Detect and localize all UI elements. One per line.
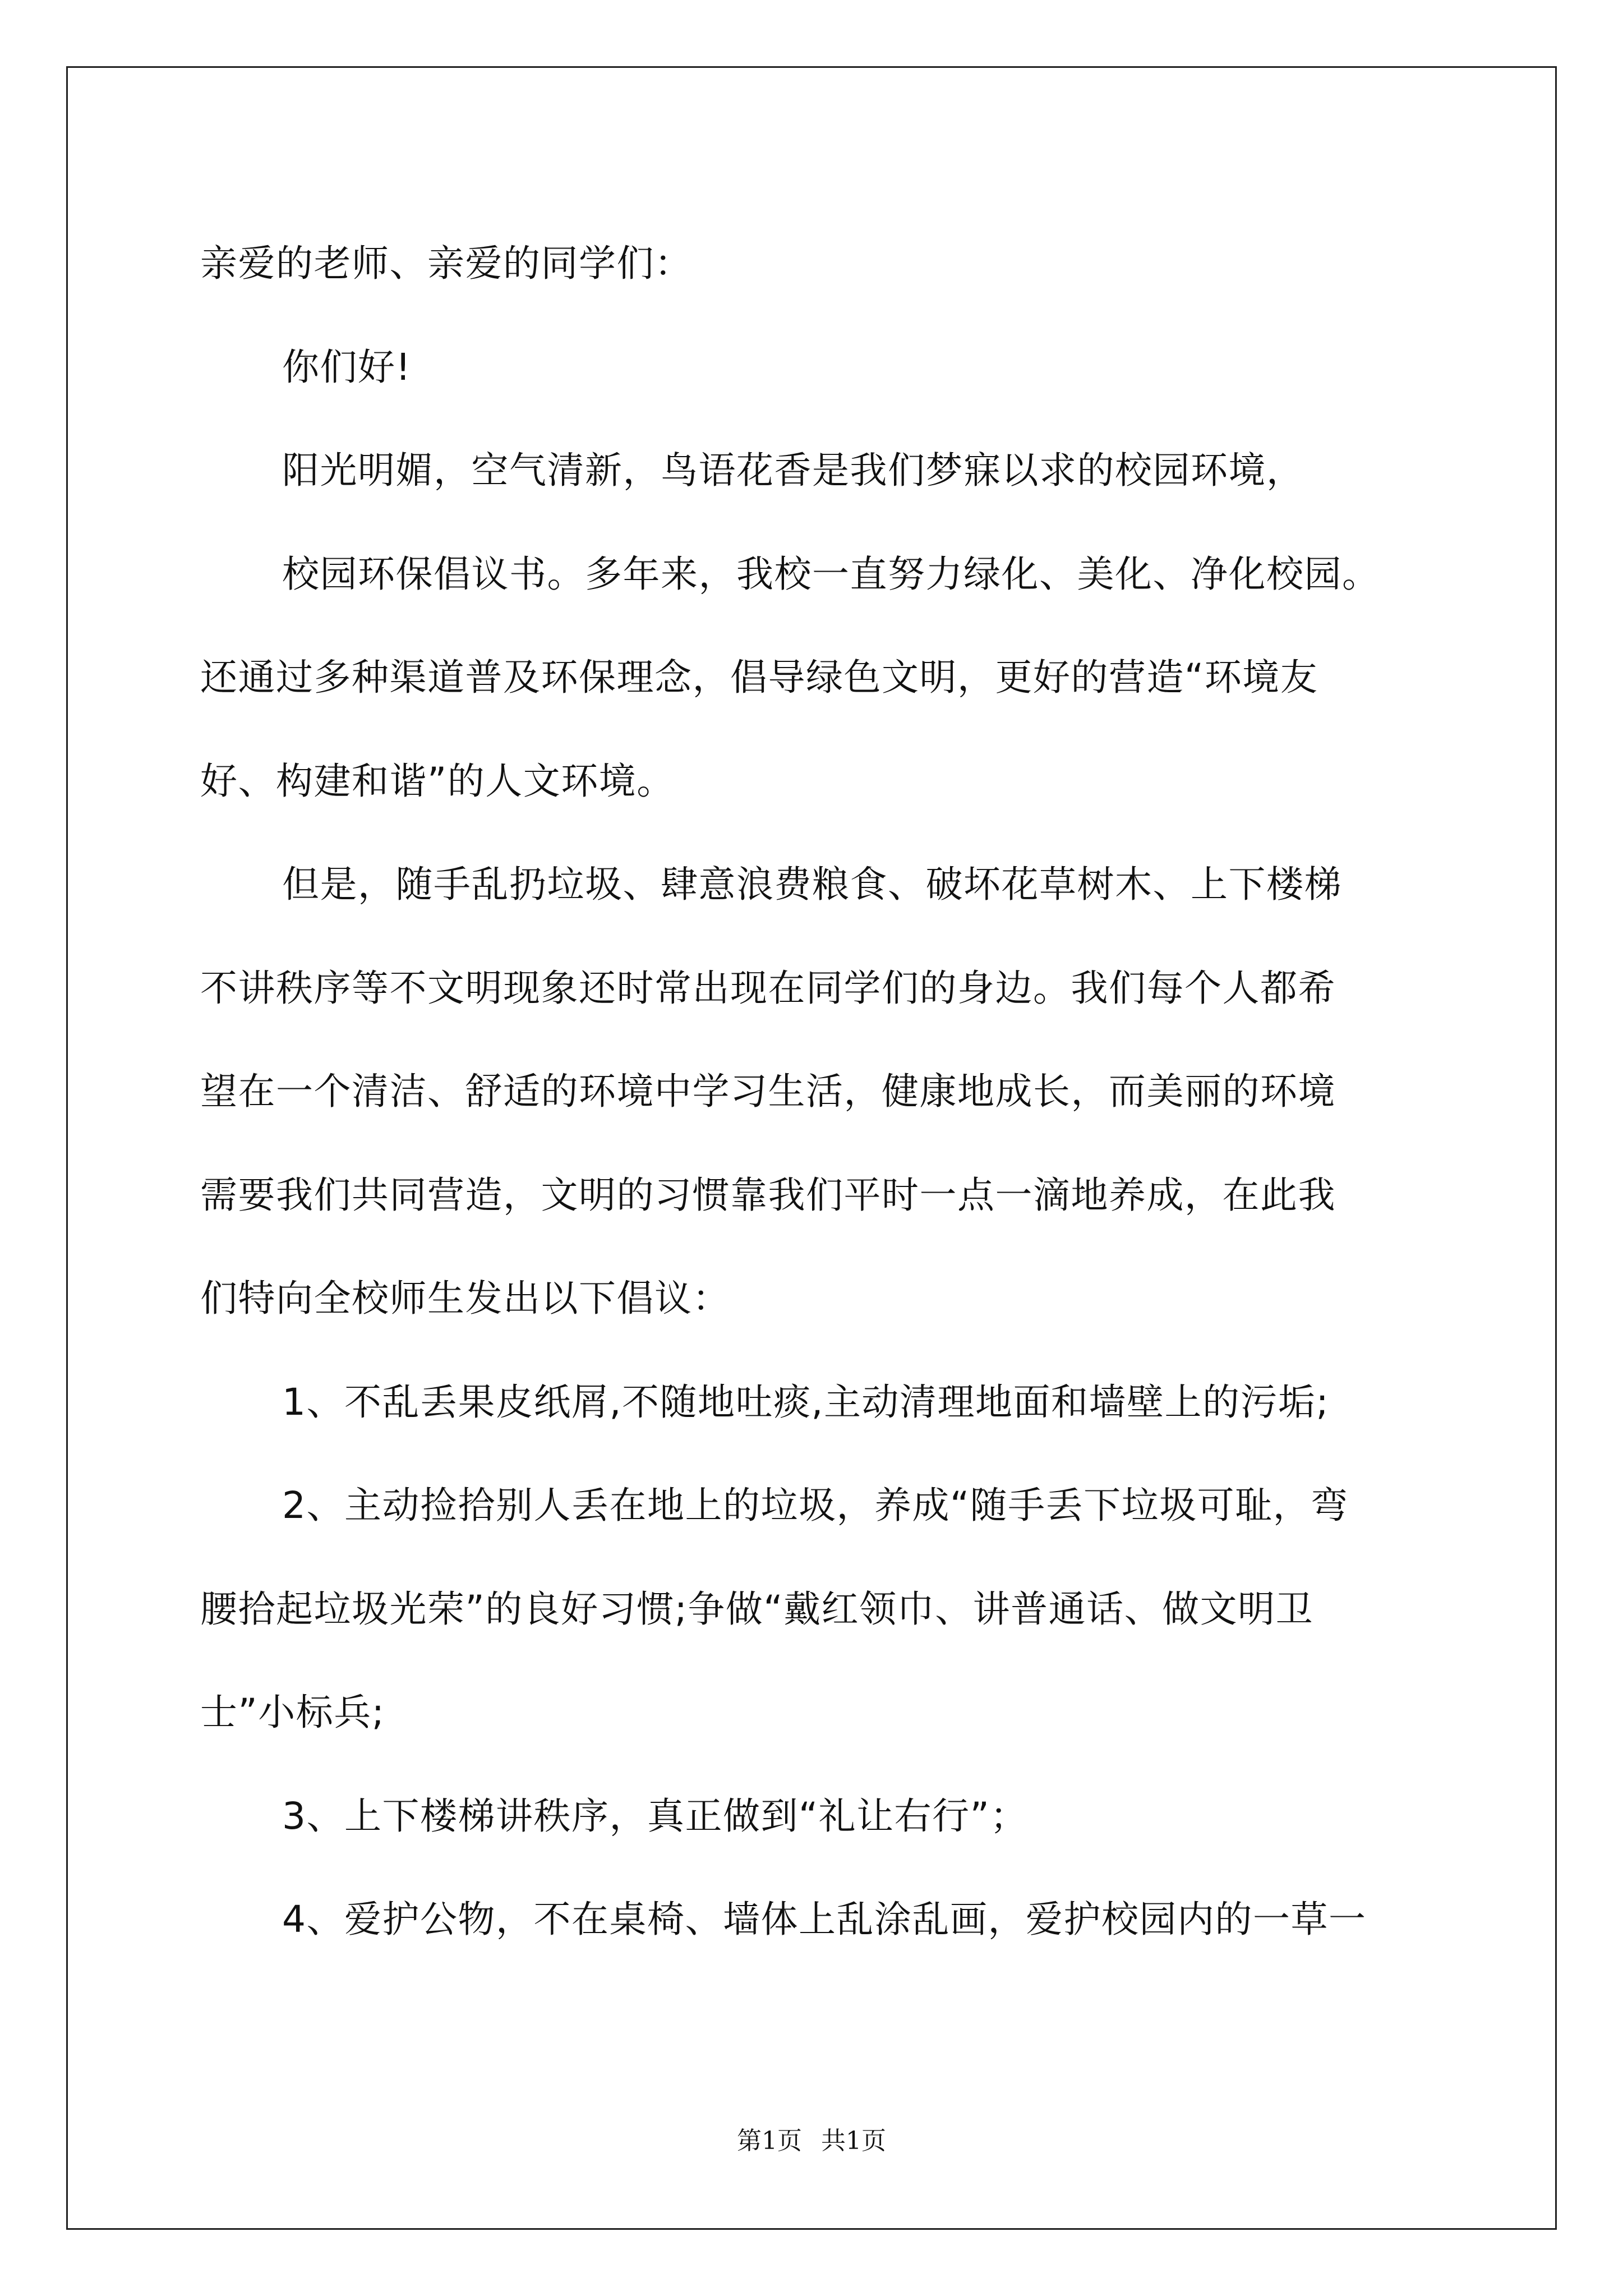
list-item-line: 4、爱护公物，不在桌椅、墙体上乱涂乱画，爱护校园内的一草一 (282, 1898, 1367, 1941)
greeting-line: 你们好! (282, 345, 412, 389)
paragraph-line: 阳光明媚，空气清新，鸟语花香是我们梦寐以求的校园环境， (282, 449, 1304, 492)
list-item-line: 3、上下楼梯讲秩序，真正做到“礼让右行”； (282, 1794, 1028, 1838)
paragraph-line: 需要我们共同营造，文明的习惯靠我们平时一点一滴地养成，在此我 (200, 1173, 1336, 1217)
list-item-line: 1、不乱丢果皮纸屑,不随地吐痰,主动清理地面和墙壁上的污垢; (282, 1380, 1330, 1424)
paragraph-line: 好、构建和谐”的人文环境。 (200, 759, 675, 803)
page-footer (0, 2120, 1623, 2156)
paragraph-line: 校园环保倡议书。多年来，我校一直努力绿化、美化、净化校园。 (282, 552, 1380, 596)
page-number: 第1页 (737, 2127, 802, 2155)
page-total: 共1页 (821, 2127, 886, 2155)
list-item-line: 2、主动捡拾别人丢在地上的垃圾，养成“随手丢下垃圾可耻，弯 (282, 1484, 1349, 1527)
document-body (200, 212, 1460, 1972)
salutation-line: 亲爱的老师、亲爱的同学们： (200, 242, 693, 285)
paragraph-line: 望在一个清洁、舒适的环境中学习生活，健康地成长，而美丽的环境 (200, 1070, 1336, 1113)
list-item-line: 士”小标兵; (200, 1691, 385, 1734)
paragraph-line: 还通过多种渠道普及环保理念，倡导绿色文明，更好的营造“环境友 (200, 656, 1318, 699)
list-item-line: 腰拾起垃圾光荣”的良好习惯;争做“戴红领巾、讲普通话、做文明卫 (200, 1587, 1314, 1631)
paragraph-line: 不讲秩序等不文明现象还时常出现在同学们的身边。我们每个人都希 (200, 966, 1336, 1010)
paragraph-line: 们特向全校师生发出以下倡议： (200, 1277, 730, 1320)
paragraph-line: 但是，随手乱扔垃圾、肆意浪费粮食、破坏花草树木、上下楼梯 (282, 863, 1342, 906)
